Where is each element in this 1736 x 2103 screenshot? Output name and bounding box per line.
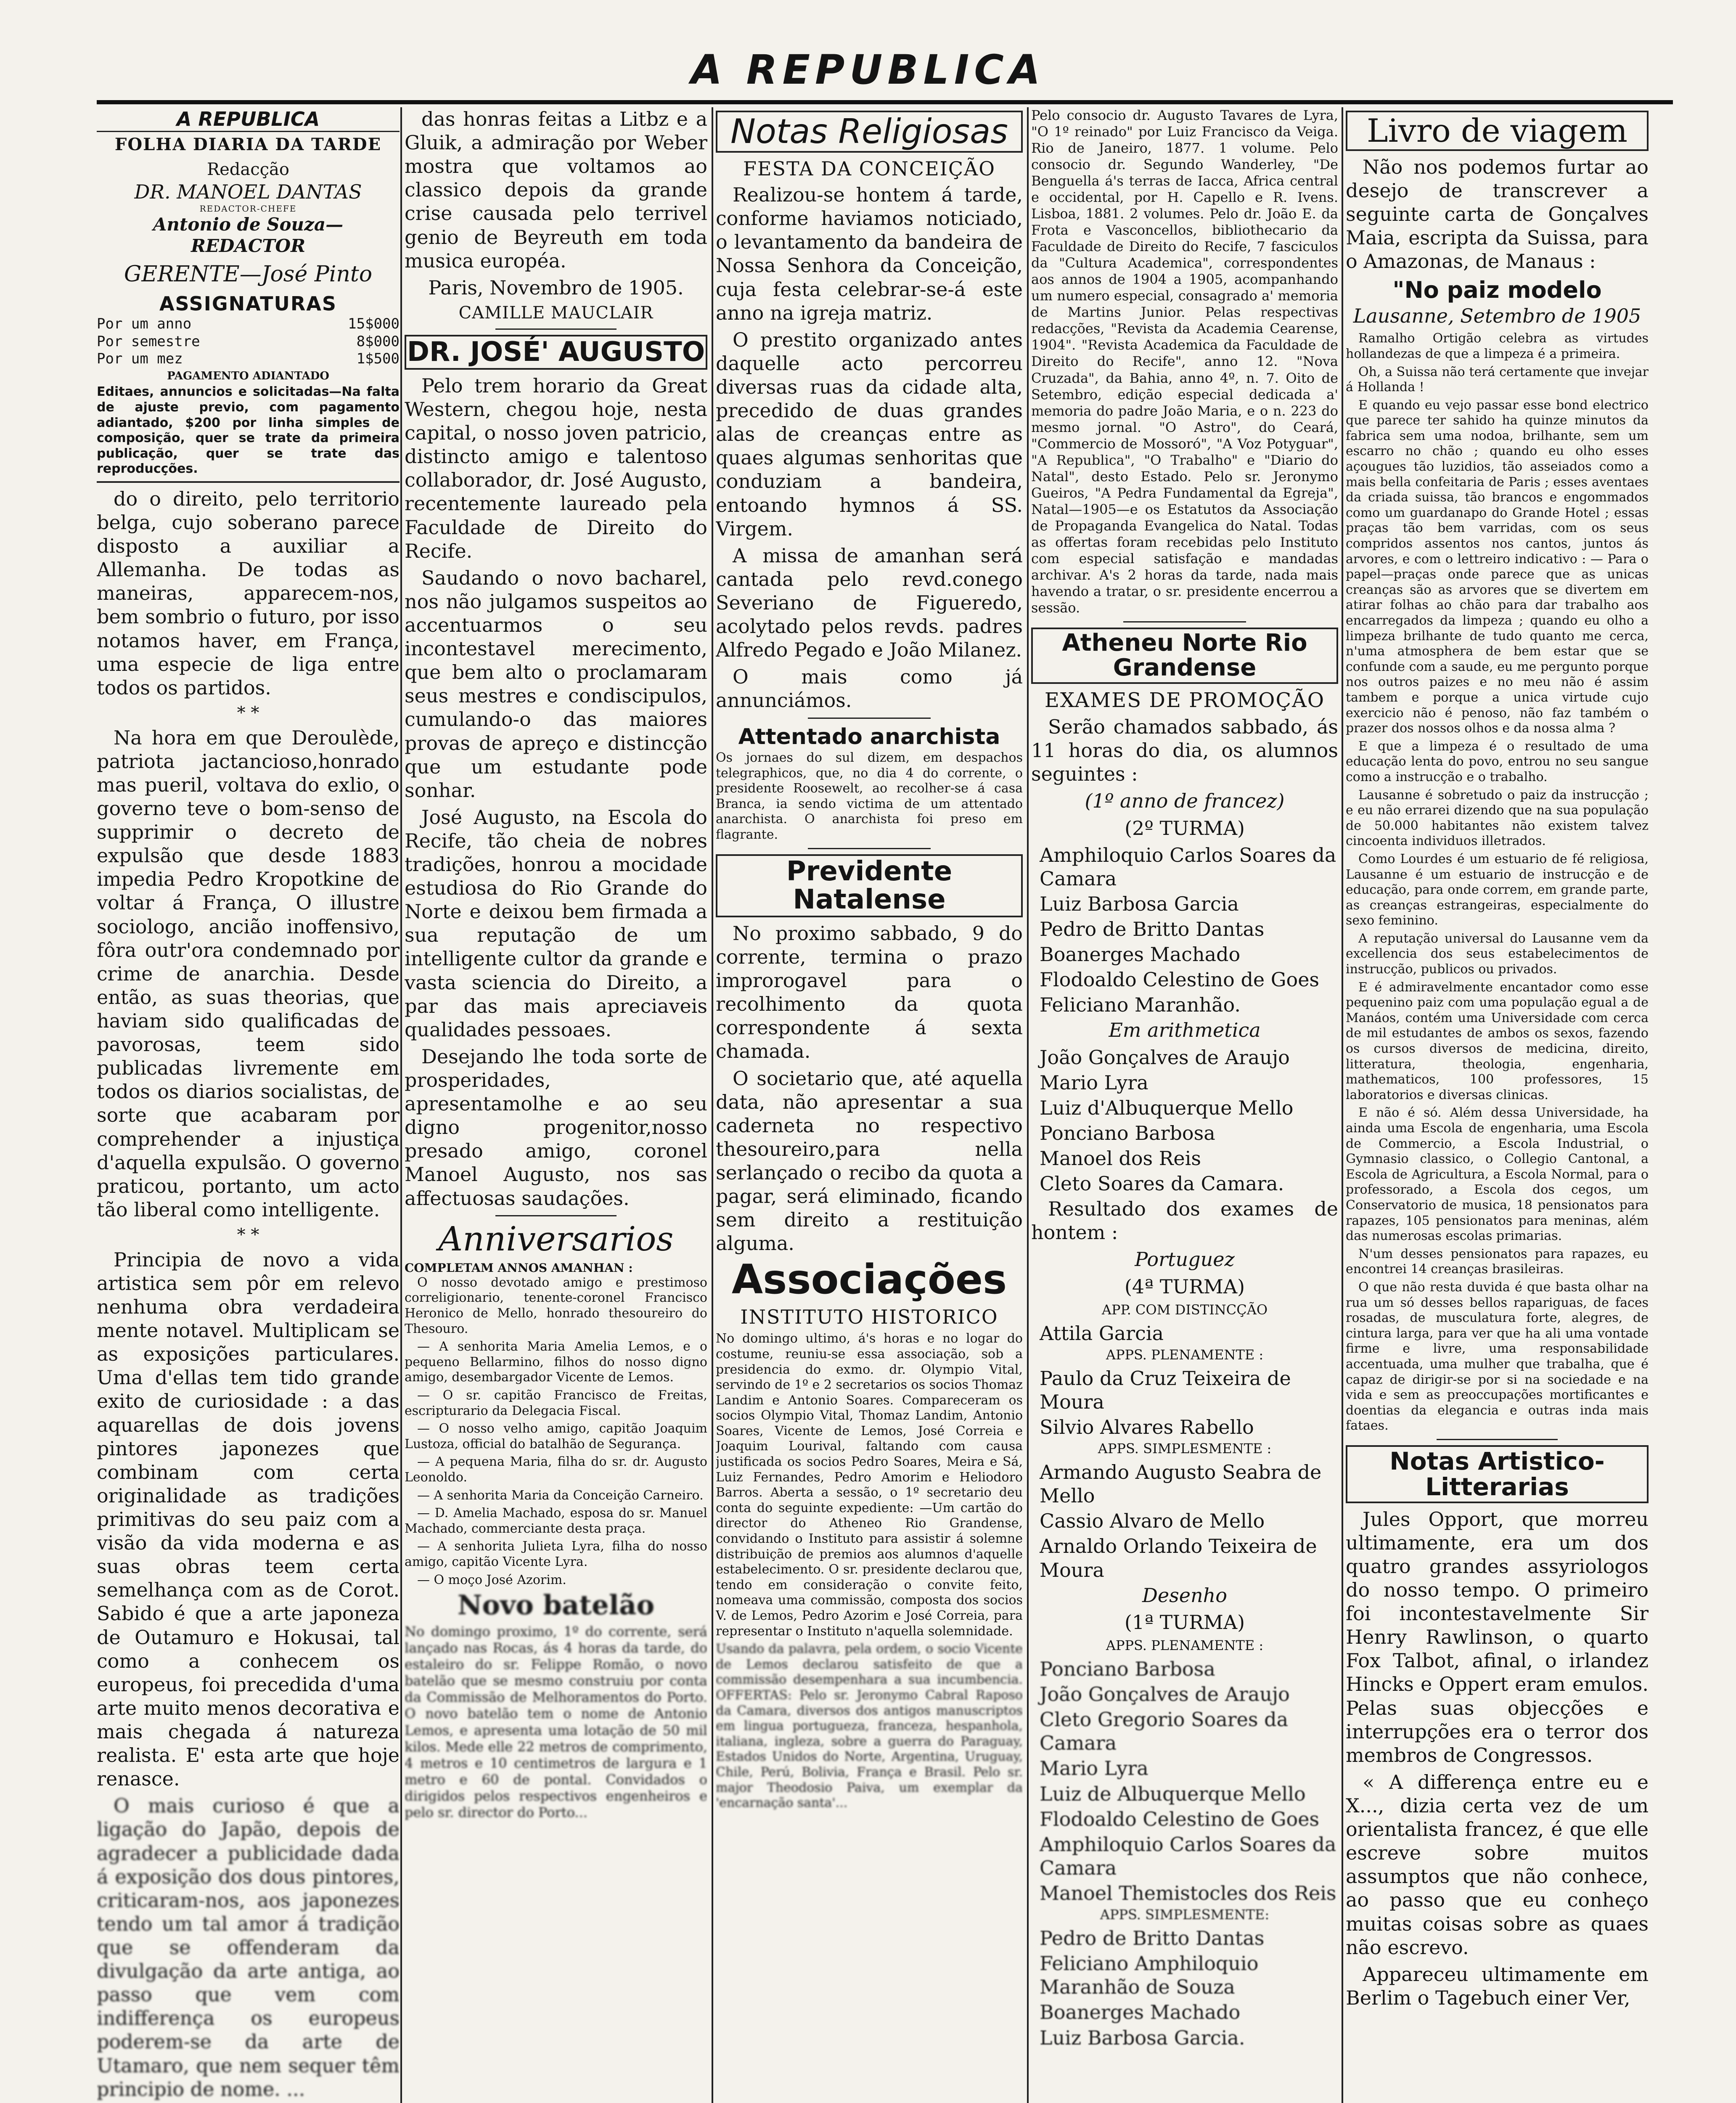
list-item: — A pequena Maria, filha do sr. dr. Augusto Leonoldo. <box>405 1454 707 1485</box>
gerente: GERENTE—José Pinto <box>124 261 373 287</box>
list-item: Mario Lyra <box>1040 1757 1149 1780</box>
exam-section: (1º anno de francez) <box>1085 789 1285 813</box>
list-item: O nosso devotado amigo e prestimoso correligionario, tenente-coronel Francisco Heronico de Mello, honrado thesoureiro do Thesouro. <box>405 1275 707 1336</box>
redactor: Antonio de Souza—REDACTOR <box>153 214 344 257</box>
list-item: Pedro de Britto Dantas <box>1040 917 1265 940</box>
exam-section: Em arithmetica <box>1109 1019 1261 1042</box>
headline-previdente: Previdente Natalense <box>716 854 1023 917</box>
article-paragraph: O mais como já annunciámos. <box>716 665 1023 712</box>
list-item: Amphiloquio Carlos Soares da Camara <box>1040 843 1336 890</box>
paragraph: A reputação universal do Lausanne vem da excellencia dos seus estabelecimentos de instrucção, publicos ou privados. <box>1346 931 1649 977</box>
article-paragraph: Serão chamados sabbado, ás 11 horas do dia, os alumnos seguintes : <box>1031 715 1338 786</box>
list-item: Mario Lyra <box>1040 1071 1149 1094</box>
list-item: Attila Garcia <box>1040 1322 1164 1345</box>
column-divider <box>1342 107 1343 2103</box>
approval-label: APPS. PLENAMENTE : <box>1106 1637 1264 1653</box>
divider <box>1123 621 1246 622</box>
list-item: Boanerges Machado <box>1040 2001 1241 2024</box>
article-paragraph: Principia de novo a vida artistica sem pôr em relevo nenhuma obra verdadeira mente notavel. Multiplicam se as exposições particulares. Uma d'ellas tem tido grande exito de curiosidade : a das aquarellas de dois jovens pintores japonezes que combinam com certa originalidade as tradições primitivas do seu paiz com a visão da vida moderna e as suas obras teem certa semelhança com as de Corot. Sabido é que a arte japoneza de Outamuro e Hokusai, tal como a conhecem os europeus, foi precedida d'uma arte muito menos decorativa e mais chegada á natureza realista. E' esta arte que hoje renasce. <box>97 1248 400 1790</box>
headline-anniversarios: Anniversarios <box>438 1219 674 1258</box>
anniversarios-lead: COMPLETAM ANNOS AMANHAN : <box>405 1261 633 1275</box>
list-item: Manoel Themistocles dos Reis <box>1040 1881 1336 1904</box>
paragraph: Ramalho Ortigão celebra as virtudes hollandezas de que a limpeza é a primeira. <box>1346 331 1649 361</box>
list-item: — A senhorita Maria da Conceição Carneiro. <box>417 1488 704 1503</box>
subheadline: "No paiz modelo <box>1392 277 1602 304</box>
article-blurred: No domingo proximo, 1º do corrente, será lançado nas Rocas, ás 4 horas da tarde, do estaleiro do sr. Felippe Romão, o novo batelão que se mesmo construiu por conta da Commissão de Melhoramentos do Porto. O novo batelão tem o nome de Antonio Lemos, e apresenta uma lotação de 50 mil kilos. Mede elle 22 metros de comprimento, 4 metros e 10 centimetros de largura e 1 metro e 60 de pontal. Convidados o dirigidos pelos respectivos engenheiros e pelo sr. director do Porto... <box>405 1624 707 1820</box>
masthead: A REPUBLICA <box>691 46 1045 93</box>
article-paragraph: Desejando lhe toda sorte de prosperidades, apresentamolhe e ao seu digno progenitor,nosso presado amigo, coronel Manoel Augusto, nos sas affectuosas saudações. <box>405 1045 707 1210</box>
redactor-chefe: DR. MANOEL DANTAS <box>134 180 362 203</box>
list-item: Boanerges Machado <box>1040 943 1241 966</box>
exam-section: Portuguez <box>1135 1248 1235 1271</box>
dateline: Paris, Novembro de 1905. <box>428 276 684 299</box>
approval-label: APPS. SIMPLESMENTE : <box>1098 1441 1272 1457</box>
paragraph: O que não resta duvida é que basta olhar na rua um só desses bellos rapariguas, de faces rosadas, de musculatura forte, alegres, de cintura larga, para ver que ha ali uma vontade firme e livre, uma responsabilidade accentuada, uma mulher que trabalha, que é capaz de dirigir-se por si na sociedade e na vida e sem as preoccupações mortificantes e doentias da elegancia e outras inda mais fataes. <box>1346 1279 1649 1433</box>
article-paragraph-blurred: O mais curioso é que a ligação do Japão, depois de agradecer a publicidade dada á exposição dos dous pintores, criticaram-nos, aos japonezes tendo um tal amor á tradição que se offenderam da divulgação da arte antiga, ao passo que vem com indifferença os europeus poderem-se da arte de Utamaro, que nem sequer têm principio de nome. ... <box>97 1794 400 2100</box>
column-3 <box>716 107 1023 2103</box>
list-item: Amphiloquio Carlos Soares da Camara <box>1040 1833 1336 1879</box>
column-2 <box>405 107 707 2103</box>
paragraph: E que a limpeza é o resultado de uma educação lenta do povo, entrou no seu sangue como a instrucção e o trabalho. <box>1346 739 1649 784</box>
list-item: Flodoaldo Celestino de Goes <box>1040 968 1320 991</box>
article-paragraph: Jules Opport, que morreu ultimamente, era um dos quatro grandes assyriologos do nosso tempo. O primeiro foi incontestavelmente Sir Henry Rawlinson, o quarto Fox Talbot, afinal, o irlandez Hincks e Oppert eram emulos. Pelas suas objecções e interrupções era o terror dos membros de Congressos. <box>1346 1507 1649 1767</box>
column-divider <box>1027 107 1029 2103</box>
list-item: — O nosso velho amigo, capitão Joaquim Lustoza, official do batalhão de Segurança. <box>405 1421 707 1451</box>
headline-jose-augusto: DR. JOSÉ' AUGUSTO <box>405 335 707 370</box>
list-item: Ponciano Barbosa <box>1040 1657 1215 1680</box>
article-paragraph: Realizou-se hontem á tarde, conforme haviamos noticiado, o levantamento da bandeira de Nossa Senhora da Conceição, cuja festa celebrar-se-á este anno na igreja matriz. <box>716 183 1023 324</box>
subscription-row: Por um mez 1$500 <box>97 350 400 368</box>
pagamento-note: PAGAMENTO ADIANTADO <box>167 369 329 382</box>
subheadline: INSTITUTO HISTORICO <box>740 1306 998 1329</box>
list-item: João Gonçalves de Araujo <box>1040 1683 1290 1706</box>
paper-subtitle: FOLHA DIARIA DA TARDE <box>114 135 382 155</box>
list-item: Ponciano Barbosa <box>1040 1121 1215 1144</box>
author-name: CAMILLE MAUCLAIR <box>458 303 654 323</box>
column-divider <box>400 107 402 2103</box>
redactor-chefe-label: REDACTOR-CHEFE <box>199 203 297 214</box>
list-item: Arnaldo Orlando Teixeira de Moura <box>1040 1535 1317 1581</box>
headline-notas-religiosas: Notas Religiosas <box>716 111 1023 153</box>
exam-turma: (1ª TURMA) <box>1124 1610 1245 1634</box>
headline-atheneu: Atheneu Norte Rio Grandense <box>1031 628 1338 684</box>
article-small <box>1346 331 1649 1434</box>
list-item: Armando Augusto Seabra de Mello <box>1040 1461 1322 1507</box>
list-item: Pedro de Britto Dantas <box>1040 1927 1265 1950</box>
assignaturas-title: ASSIGNATURAS <box>159 292 337 315</box>
list-item: Flodoaldo Celestino de Goes <box>1040 1807 1320 1830</box>
article-blurred: Usando da palavra, pela ordem, o socio Vicente de Lemos declarou satisfeito de que a commissão desempenhara a sua incumbencia. OFFERTAS: Pelo sr. Jeronymo Cabral Raposo da Camara, diversos dos antigos manuscriptos em lingua portugueza, franceza, hespanhola, italiana, ingleza, sobre a guerra do Paraguay, Estados Unidos do Norte, Argentina, Uruguay, Chile, Perú, Bolivia, França e Brasil. Pelo sr. major Theodosio Paiva, um exemplar da 'encarnação santa'... <box>716 1642 1023 1811</box>
list-item: Cleto Gregorio Soares da Camara <box>1040 1708 1288 1755</box>
anniversarios-list <box>405 1275 707 1588</box>
article-small: Os jornaes do sul dizem, em despachos telegraphicos, que, no dia 4 do corrente, o presidente Roosewelt, ao recolher-se á casa Branca, ia sendo victima de um attentado anarchista. O anarchista foi preso em flagrante. <box>716 750 1023 842</box>
list-item: Cleto Soares da Camara. <box>1040 1172 1284 1195</box>
list-item: Luiz Barbosa Garcia <box>1040 892 1239 915</box>
subscription-table <box>97 315 400 368</box>
column-1 <box>97 107 400 2103</box>
article-paragraph: A missa de amanhan será cantada pelo revd.conego Severiano de Figueredo, acolytado pelos revds. padres Alfredo Pegado e João Milanez. <box>716 544 1023 662</box>
paragraph: E não é só. Além dessa Universidade, ha ainda uma Escola de engenharia, uma Escola de Commercio, a Escola Industrial, o Gymnasio classico, o Collegio Cantonal, a Escola de Agricultura, a Escola Normal, para o professorado, a Escola dos cegos, um Conservatorio de musica, 18 pensionatos para rapazes, 105 pensionatos para meninas, além das numerosas escolas primarias. <box>1346 1105 1649 1244</box>
article-small: No domingo ultimo, á's horas e no logar do costume, reuniu-se essa associação, sob a presidencia do exmo. dr. Olympio Vital, servindo de 1º e 2 secretarios os socios Thomaz Landim e Antonio Soares. Compareceram os socios Olympio Vital, Thomaz Landim, Antonio Soares, Vicente de Lemos, José Correia e Joaquim Lourival, faltando com causa justificada os socios Pedro Soares, Meira e Sá, Luiz Fernandes, Pedro Amorim e Heliodoro Barros. Aberta a sessão, o 1º secretario deu conta do seguinte expediente: —Um cartão do director do Atheneo Rio Grandense, convidando o Instituto para assistir á solemne distribuição de premios aos alumnos d'aquelle estabelecimento. O sr. presidente declarou que, tendo em consideração o convite feito, nomeava uma commissão, composta dos socios V. de Lemos, Pedro Azorim e José Correia, para representar o Instituto n'aquella solemnidade. <box>716 1331 1023 1639</box>
list-item: Feliciano Maranhão. <box>1040 993 1241 1017</box>
paragraph: N'um desses pensionatos para rapazes, eu encontrei 14 creanças brasileiras. <box>1346 1246 1649 1277</box>
subscription-row: Por semestre 8$000 <box>97 333 400 350</box>
headline-novo-batelao: Novo batelão <box>457 1589 655 1621</box>
student-list <box>1031 1657 1338 2050</box>
paragraph: Como Lourdes é um estuario de fé religiosa, Lausanne é um estuario de instrucção e de educação, para onde correm, em grande parte, as creanças estrangeiras, especialmente do sexo feminino. <box>1346 851 1649 928</box>
exam-section: Desenho <box>1142 1584 1227 1607</box>
column-4 <box>1031 107 1338 2103</box>
student-list <box>1031 1046 1338 1196</box>
list-item: Luiz Barbosa Garcia. <box>1040 2026 1245 2049</box>
article-paragraph: Não nos podemos furtar ao desejo de transcrever a seguinte carta de Gonçalves Maia, escripta da Suissa, para o Amazonas, de Manaus : <box>1346 155 1649 273</box>
column-divider <box>712 107 713 2103</box>
article-paragraph: Resultado dos exames de hontem : <box>1031 1197 1338 1244</box>
divider <box>495 1215 617 1216</box>
paragraph: E é admiravelmente encantador como esse pequenino paiz com uma população egual a de Manáos, contém uma Universidade com cerca de mil estudantes de ambos os sexos, fazendo os cursos diversos de medicina, direito, litteratura, theologia, engenharia, mathematicos, 100 professores, 15 laboratorios e diversas clinicas. <box>1346 980 1649 1102</box>
list-item: — D. Amelia Machado, esposa do sr. Manuel Machado, commerciante desta praça. <box>405 1506 707 1536</box>
article-paragraph: No proximo sabbado, 9 do corrente, termina o prazo improrogavel para o recolhimento da quota correspondente á sexta chamada. <box>716 922 1023 1063</box>
list-item: Paulo da Cruz Teixeira de Moura <box>1040 1367 1291 1413</box>
article-paragraph: Saudando o novo bacharel, nos não julgamos suspeitos ao accentuarmos o seu incontestavel merecimento, que bem alto o proclamaram seus mestres e condiscipulos, cumulando-o das maiores provas de apreço e distincção que um estudante pode sonhar. <box>405 566 707 802</box>
section-stars: * * <box>237 1225 259 1245</box>
list-item: — O sr. capitão Francisco de Freitas, escripturario da Delegacia Fiscal. <box>405 1388 707 1418</box>
list-item: Feliciano Amphiloquio Maranhão de Souza <box>1040 1952 1259 1999</box>
exam-turma: (4ª TURMA) <box>1124 1275 1245 1298</box>
section-stars: * * <box>237 703 259 723</box>
headline-notas-artistico: Notas Artistico-Litterarias <box>1346 1445 1649 1503</box>
article-paragraph: Appareceu ultimamente em Berlim o Tagebuch einer Ver, <box>1346 1963 1649 2009</box>
divider <box>808 848 931 849</box>
article-paragraph: José Augusto, na Escola do Recife, tão cheia de nobres tradições, honrou a mocidade estudiosa do Rio Grande do Norte e deixou bem firmada a sua reputação de um intelligente cultor da grande e vasta sciencia do Direito, a par das mais apreciaveis qualidades pessoaes. <box>405 805 707 1041</box>
subscription-row: Por um anno 15$000 <box>97 315 400 333</box>
dateline: Lausanne, Setembro de 1905 <box>1353 305 1641 328</box>
column-5 <box>1346 107 1649 2103</box>
article-paragraph: das honras feitas a Litbz e a Gluik, a admiração por Weber mostra que voltamos ao classico depois da grande crise causada pelo terrivel genio de Beyreuth em toda musica européa. <box>405 108 707 272</box>
article-paragraph: do o direito, pelo territorio belga, cujo soberano parece disposto a auxiliar a Allemanha. De todas as maneiras, apparecem-nos, bem sombrio o futuro, por isso notamos haver, em França, uma especie de liga entre todos os partidos. <box>97 487 400 699</box>
list-item: Cassio Alvaro de Mello <box>1040 1510 1265 1533</box>
article-paragraph: Na hora em que Deroulède, patriota jactancioso,honrado mas pueril, voltava do exlio, o governo teve o bom-senso de supprimir o decreto de expulsão que desde 1883 impedia Pedro Kropotkine de voltar á França, O illustre sociologo, ancião inoffensivo, fôra outr'ora condemnado por crime de anarchia. Desde então, as suas theorias, que haviam sido qualificadas de pavorosas, teem sido publicadas livremente em todos os diarios socialistas, de sorte que acabaram por comprehender a injustiça d'aquella expulsão. O governo praticou, portanto, um acto tão liberal como intelligente. <box>97 726 400 1221</box>
paper-title: A REPUBLICA <box>97 107 400 132</box>
approval-label: APP. COM DISTINCÇÃO <box>1101 1301 1268 1318</box>
list-item: Manoel dos Reis <box>1040 1147 1201 1170</box>
list-item: — A senhorita Julieta Lyra, filha do nosso amigo, capitão Vicente Lyra. <box>405 1539 707 1569</box>
approval-label: APPS. SIMPLESMENTE: <box>1100 1907 1270 1923</box>
paragraph: E quando eu vejo passar esse bond electrico que parece ter sahido ha quinze minutos da fabrica sem uma nodoa, brilhante, sem um escarro no chão ; quando eu olho esses açougues tão luzidios, tão asseiados como a mais bella confeitaria de Paris ; esses aventaes da criada suissa, tão brancos e engommados como um guardanapo do Grande Hotel ; essas praças tão bem varridas, com os seus compridos assentos nos cantos, juntos ás arvores, e com o lettreiro indicativo : — Para o papel—praças onde parece que as unicas creanças são as arvores que se divertem em atirar folhas ao chão para dar trabalho aos encarregados da limpeza ; quando eu olho a limpeza brilhante de tudo quanto me cerca, n'uma atmosphera de bem estar que se confunde com a saude, eu me pergunto porque nos outros paizes e no meu não é assim tambem e porque a unica virtude cujo exercicio não é penoso, não faz também o prazer dos nossos olhos e da nossa alma ? <box>1346 397 1649 736</box>
divider <box>808 718 931 719</box>
exam-turma: (2º TURMA) <box>1125 816 1245 840</box>
top-rule <box>97 100 1673 104</box>
paragraph: Lausanne é sobretudo o paiz da instrucção ; e eu não errarei dizendo que na sua população de 50.000 habitantes não existem talvez cincoenta individuos illetrados. <box>1346 787 1649 849</box>
article-paragraph: O prestito organizado antes daquelle acto percorreu diversas ruas da cidade alta, precedido de duas grandes alas de creanças entre as quaes algumas senhoritas que conduziam a bandeira, entoando hymnos á SS. Virgem. <box>716 328 1023 540</box>
article-paragraph: Pelo trem horario da Great Western, chegou hoje, nesta capital, o nosso joven patricio, distincto amigo e talentoso collaborador, dr. José Augusto, recentemente laureado pela Faculdade de Direito do Recife. <box>405 374 707 562</box>
list-item: Luiz de Albuquerque Mello <box>1040 1782 1306 1805</box>
list-item: João Gonçalves de Araujo <box>1040 1046 1290 1069</box>
redaccao-label: Redacção <box>207 159 289 179</box>
headline-associacoes: Associações <box>731 1256 1007 1303</box>
list-item: Silvio Alvares Rabello <box>1040 1416 1254 1439</box>
student-list <box>1031 843 1338 1017</box>
headline-livro-de-viagem: Livro de viagem <box>1346 111 1649 151</box>
paragraph: Oh, a Suissa não terá certamente que invejar á Hollanda ! <box>1346 364 1649 395</box>
headline-attentado: Attentado anarchista <box>738 724 1000 750</box>
pricing-notice: Editaes, annuncios e solicitadas—Na falta de ajuste previo, com pagamento adiantado, $200 por linha simples de composição, quer se trate da primeira publicação, quer se trate das reproducções. <box>97 384 400 483</box>
list-item: — A senhorita Maria Amelia Lemos, e o pequeno Bellarmino, filhos do nosso digno amigo, desembargador Vicente de Lemos. <box>405 1339 707 1385</box>
approval-label: APPS. PLENAMENTE : <box>1106 1346 1264 1363</box>
subheadline: FESTA DA CONCEIÇÃO <box>743 157 995 180</box>
divider <box>495 328 617 330</box>
article-paragraph: O societario que, até aquella data, não apresentar a sua caderneta no respectivo thesoureiro,para nella serlançado o recibo da quota a pagar, será eliminado, ficando sem direito a restituição alguma. <box>716 1067 1023 1255</box>
divider <box>1437 1439 1558 1440</box>
article-small: Pelo consocio dr. Augusto Tavares de Lyra, "O 1º reinado" por Luiz Francisco da Veiga. Rio de Janeiro, 1877. 1 volume. Pelo consocio dr. Segundo Wanderley, "De Benguella á's terras de Iacca, Africa central e occidental, por H. Capello e R. Ivens. Lisboa, 1881. 2 volumes. Pelo dr. João E. da Frota e Vasconcellos, bibliothecario da Faculdade de Direito do Recife, 7 fasciculos da "Cultura Academica", correspondentes aos annos de 1904 a 1905, acompanhando um numero especial, consagrado a' memoria de Martins Junior. Pelas respectivas redacções, "Revista da Academia Cearense, 1904". "Revista Academica da Faculdade de Direito do Recife", anno 12. "Nova Cruzada", da Bahia, anno 4º, n. 7. Oito de Setembro, edição especial dedicada a' memoria do padre João Maria, e o n. 223 do mesmo jornal. "O Astro", do Ceará, "Commercio de Mossoró", "A Voz Potyguar", "A Republica", "O Trabalho" e "Diario do Natal", desto Estado. Pelo sr. Jeronymo Gueiros, "A Pedra Fundamental da Egreja", Natal—1905—e os Estatutos da Associação de Propaganda Evangelica do Natal. Todas as offertas foram recebidas pelo Instituto com especial satisfação e mandadas archivar. A's 2 horas da tarde, nada mais havendo a tratar, o sr. presidente encerrou a sessão. <box>1031 107 1338 616</box>
list-item: Luiz d'Albuquerque Mello <box>1040 1096 1294 1119</box>
article-paragraph: « A differença entre eu e X..., dizia certa vez de um orientalista francez, é que elle escreve sobre muitos assumptos que não conhece, ao passo que eu conheço muitas coisas sobre as quaes não escrevo. <box>1346 1770 1649 1959</box>
subheadline: EXAMES DE PROMOÇÃO <box>1044 688 1325 712</box>
list-item: — O moço José Azorim. <box>417 1572 566 1587</box>
